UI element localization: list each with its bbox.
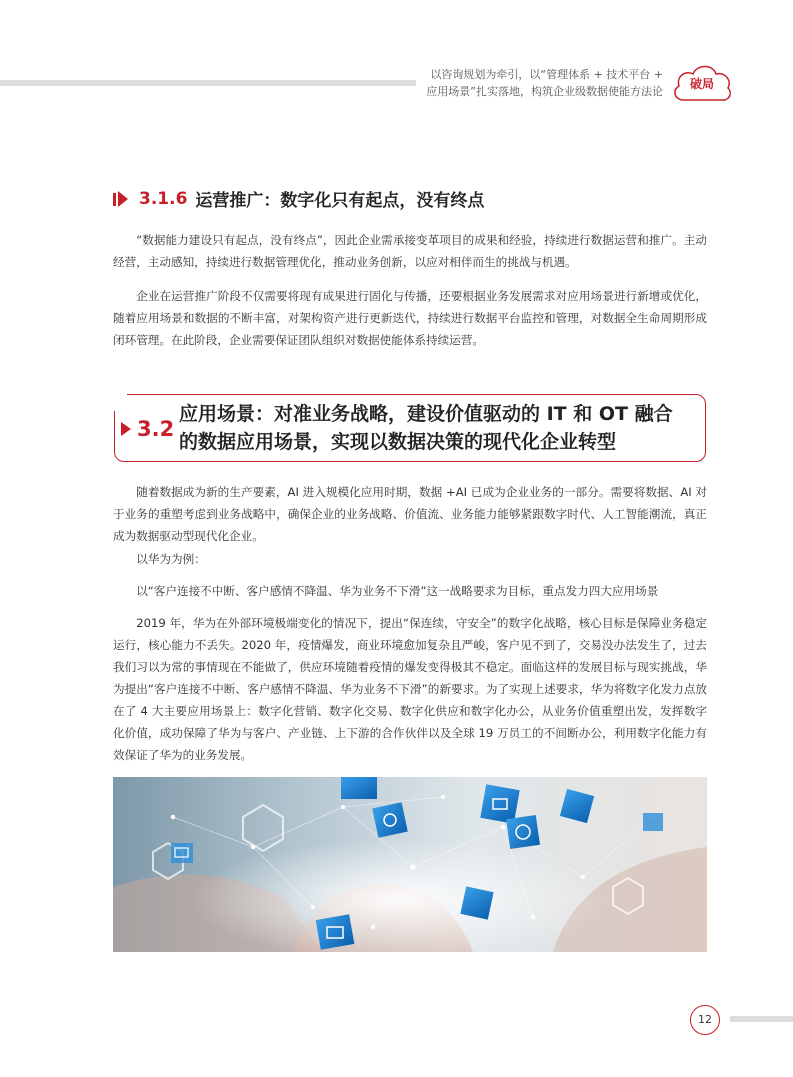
header-tagline bbox=[363, 66, 663, 100]
page-number: 12 bbox=[690, 1005, 720, 1035]
section-32-title-line2: 的数据应用场景，实现以数据决策的现代化企业转型 bbox=[179, 431, 617, 453]
footer-rule bbox=[730, 1016, 793, 1022]
section-316-title: 运营推广：数字化只有起点，没有终点 bbox=[195, 191, 485, 211]
section-32-title bbox=[179, 400, 704, 456]
section-316-heading bbox=[113, 186, 484, 211]
section-316-number: 3.1.6 bbox=[139, 188, 188, 209]
section-32-heading-box bbox=[114, 394, 706, 462]
section-32-title-line1: 应用场景：对准业务战略，建设价值驱动的 IT 和 OT 融合 bbox=[179, 403, 673, 425]
section-32-paragraph-1: 随着数据成为新的生产要素，AI 进入规模化应用时期，数据 +AI 已成为企业业务的一部分。需要将数据、AI 对于业务的重塑考虑到业务战略中，确保企业的业务战略、价值流、业务能力能够紧跟数字时代、人工智能潮流，真正成为数据驱动型现代化企业。 bbox=[113, 485, 707, 543]
digital-network-photo bbox=[113, 777, 707, 952]
network-hands-image bbox=[113, 777, 707, 952]
chapter-badge-label: 破局 bbox=[689, 77, 714, 91]
header-tagline-line2: 应用场景”扎实落地，构筑企业级数据使能方法论 bbox=[426, 85, 663, 98]
section-316-paragraph-1: “数据能力建设只有起点，没有终点”，因此企业需承接变革项目的成果和经验，持续进行数据运营和推广。主动经营，主动感知，持续进行数据管理优化，推动业务创新，以应对相伴而生的挑战与机遇。 bbox=[113, 233, 707, 269]
header-rule bbox=[0, 80, 416, 86]
section-arrow-icon bbox=[113, 191, 129, 207]
section-316-paragraph-2: 企业在运营推广阶段不仅需要将现有成果进行固化与传播，还要根据业务发展需求对应用场景进行新增或优化，随着应用场景和数据的不断丰富，对架构资产进行更新迭代，持续进行数据平台监控和管理，对数据全生命周期形成闭环管理。在此阶段，企业需要保证团队组织对数据使能体系持续运营。 bbox=[113, 289, 707, 347]
section-32-paragraph-3: 以“客户连接不中断、客户感情不降温、华为业务不下滑”这一战略要求为目标，重点发力四大应用场景 bbox=[136, 584, 659, 598]
section-32-paragraph-2: 以华为为例： bbox=[136, 552, 206, 566]
chapter-badge bbox=[670, 60, 734, 108]
header-tagline-line1: 以咨询规划为牵引，以“管理体系 + 技术平台 + bbox=[430, 68, 663, 81]
section-32-paragraph-4: 2019 年，华为在外部环境极端变化的情况下，提出“保连续，守安全”的数字化战略，核心目标是保障业务稳定运行，核心能力不丢失。2020 年，疫情爆发，商业环境愈加复杂且严峻，客户见不到了，交易没办法发生了，过去我们习以为常的事情现在不能做了，供应环境随着疫情的爆发变得极其不稳定。面临这样的发展目标与现实挑战，华为提出“客户连接不中断、客户感情不降温、华为业务不下滑”的新要求。为了实现上述要求，华为将数字化发力点放在了 4 大主要应用场景上：数字化营销、数字化交易、数字化供应和数字化办公，从业务价值重塑出发，发挥数字化价值，成功保障了华为与客户、产业链、上下游的合作伙伴以及全球 19 万员工的不间断办公，利用数字化能力有效保证了华为的业务发展。 bbox=[113, 616, 707, 762]
section-arrow-icon bbox=[121, 422, 131, 436]
section-32-number: 3.2 bbox=[137, 417, 175, 441]
